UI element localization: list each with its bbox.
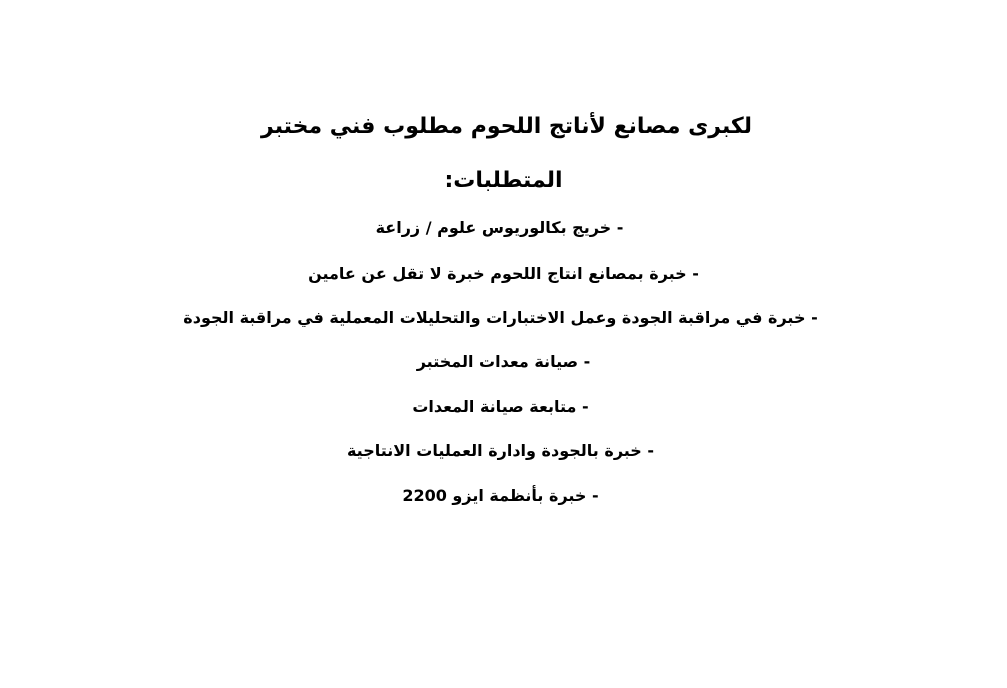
page-title: لكبرى مصانع لأناتج اللحوم مطلوب فني مختبر	[261, 114, 752, 139]
requirement-item: - خبرة في مراقبة الجودة وعمل الاختبارات والتحليلات المعملية في مراقبة الجودة	[183, 308, 818, 327]
requirement-item: - خبرة بأنظمة ايزو 2200	[402, 486, 599, 505]
requirement-item: - خبرة بمصانع انتاج اللحوم خبرة لا تقل عن عامين	[308, 264, 699, 283]
requirement-item: - خريج بكالوريوس علوم / زراعة	[375, 218, 624, 237]
requirements-heading: المتطلبات:	[444, 168, 563, 193]
requirement-item: - صيانة معدات المختبر	[416, 352, 591, 371]
requirement-item: - خبرة بالجودة وادارة العمليات الانتاجية	[346, 441, 655, 460]
requirement-item: - متابعة صيانة المعدات	[412, 397, 589, 416]
